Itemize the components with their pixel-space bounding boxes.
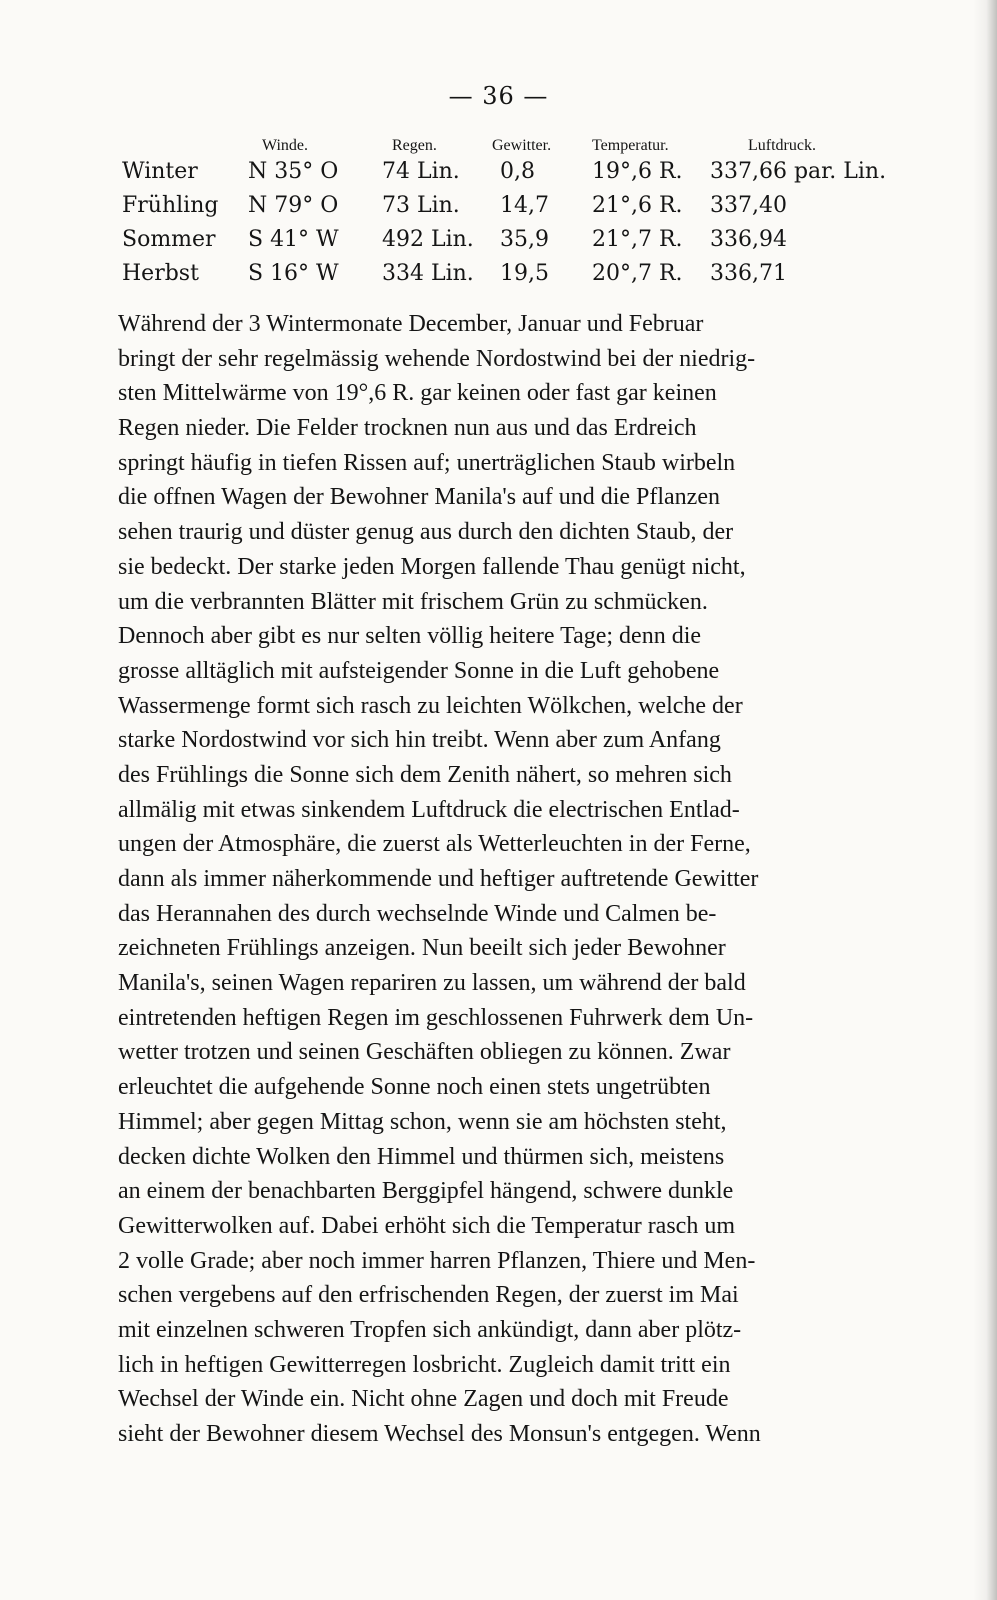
header-luftdruck: Luftdruck. bbox=[748, 137, 816, 154]
temperature-cell: 21°,7 R. bbox=[592, 227, 683, 252]
body-line: Manila's, seinen Wagen repariren zu lassen, um während der bald bbox=[118, 970, 746, 997]
page-edge-shadow bbox=[973, 0, 997, 1600]
body-line: Während der 3 Wintermonate December, Januar und Februar bbox=[118, 311, 704, 337]
rain-cell: 334 Lin. bbox=[382, 261, 474, 286]
body-line: an einem der benachbarten Berggipfel hängend, schwere dunkle bbox=[118, 1178, 734, 1205]
header-gewitter: Gewitter. bbox=[492, 137, 552, 154]
page-number: — 36 — bbox=[448, 82, 549, 110]
temperature-cell: 20°,7 R. bbox=[592, 261, 683, 286]
body-line: wetter trotzen und seinen Geschäften obliegen zu können. Zwar bbox=[118, 1039, 731, 1066]
header-regen: Regen. bbox=[392, 137, 437, 154]
body-line: Wassermenge formt sich rasch zu leichten Wölkchen, welche der bbox=[118, 692, 743, 719]
body-line: des Frühlings die Sonne sich dem Zenith nähert, so mehren sich bbox=[118, 761, 732, 788]
pressure-cell: 337,66 par. Lin. bbox=[710, 159, 887, 184]
season-cell: Winter bbox=[122, 159, 198, 184]
body-line: schen vergebens auf den erfrischenden Regen, der zuerst im Mai bbox=[118, 1282, 739, 1309]
body-line: Himmel; aber gegen Mittag schon, wenn sie am höchsten steht, bbox=[118, 1108, 727, 1135]
wind-cell: S 41° W bbox=[248, 227, 339, 252]
wind-cell: N 35° O bbox=[248, 159, 339, 184]
body-line: ungen der Atmosphäre, die zuerst als Wetterleuchten in der Ferne, bbox=[118, 831, 751, 858]
body-line: das Herannahen des durch wechselnde Winde und Calmen be- bbox=[118, 900, 717, 927]
body-line: sieht der Bewohner diesem Wechsel des Monsun's entgegen. Wenn bbox=[118, 1421, 761, 1447]
table-row-herbst bbox=[122, 261, 942, 295]
body-line: eintretenden heftigen Regen im geschlossenen Fuhrwerk dem Un- bbox=[118, 1004, 754, 1031]
thunderstorm-cell: 35,9 bbox=[500, 227, 549, 252]
body-line: sehen traurig und düster genug aus durch den dichten Staub, der bbox=[118, 519, 734, 546]
pressure-cell: 336,71 bbox=[710, 261, 787, 286]
body-line: Dennoch aber gibt es nur selten völlig heitere Tage; denn die bbox=[118, 623, 702, 650]
thunderstorm-cell: 0,8 bbox=[500, 159, 535, 184]
body-line: erleuchtet die aufgehende Sonne noch einen stets ungetrübten bbox=[118, 1074, 711, 1101]
pressure-cell: 337,40 bbox=[710, 193, 787, 218]
body-line: sten Mittelwärme von 19°,6 R. gar keinen oder fast gar keinen bbox=[118, 380, 717, 407]
season-cell: Sommer bbox=[122, 227, 216, 252]
body-line: Gewitterwolken auf. Dabei erhöht sich die Temperatur rasch um bbox=[118, 1212, 735, 1239]
temperature-cell: 19°,6 R. bbox=[592, 159, 683, 184]
body-line: starke Nordostwind vor sich hin treibt. Wenn aber zum Anfang bbox=[118, 727, 721, 754]
rain-cell: 492 Lin. bbox=[382, 227, 474, 252]
rain-cell: 74 Lin. bbox=[382, 159, 460, 184]
body-line: 2 volle Grade; aber noch immer harren Pflanzen, Thiere und Men- bbox=[118, 1247, 756, 1274]
table-row-winter bbox=[122, 159, 942, 193]
body-line: decken dichte Wolken den Himmel und thürmen sich, meistens bbox=[118, 1143, 725, 1170]
wind-cell: S 16° W bbox=[248, 261, 339, 286]
body-line: sie bedeckt. Der starke jeden Morgen fallende Thau genügt nicht, bbox=[118, 553, 746, 580]
season-cell: Herbst bbox=[122, 261, 199, 286]
body-line: Wechsel der Winde ein. Nicht ohne Zagen und doch mit Freude bbox=[118, 1386, 729, 1413]
rain-cell: 73 Lin. bbox=[382, 193, 460, 218]
header-winde: Winde. bbox=[262, 137, 309, 154]
body-line: zeichneten Frühlings anzeigen. Nun beeilt sich jeder Bewohner bbox=[118, 935, 726, 962]
thunderstorm-cell: 14,7 bbox=[500, 193, 549, 218]
wind-cell: N 79° O bbox=[248, 193, 339, 218]
climate-table bbox=[122, 137, 942, 295]
temperature-cell: 21°,6 R. bbox=[592, 193, 683, 218]
body-line: lich in heftigen Gewitterregen losbricht. Zugleich damit tritt ein bbox=[118, 1351, 731, 1378]
thunderstorm-cell: 19,5 bbox=[500, 261, 549, 286]
body-line: grosse alltäglich mit aufsteigender Sonne in die Luft gehobene bbox=[118, 657, 720, 684]
header-temperatur: Temperatur. bbox=[592, 137, 669, 154]
table-row-sommer bbox=[122, 227, 942, 261]
body-text bbox=[118, 307, 908, 1452]
body-line: Regen nieder. Die Felder trocknen nun aus und das Erdreich bbox=[118, 415, 697, 442]
body-line: bringt der sehr regelmässig wehende Nordostwind bei der niedrig- bbox=[118, 345, 756, 372]
body-line: dann als immer näherkommende und heftiger auftretende Gewitter bbox=[118, 866, 759, 892]
table-row-fruehling bbox=[122, 193, 942, 227]
body-line: die offnen Wagen der Bewohner Manila's auf und die Pflanzen bbox=[118, 484, 720, 511]
season-cell: Frühling bbox=[122, 193, 219, 218]
body-line: mit einzelnen schweren Tropfen sich ankündigt, dann aber plötz- bbox=[118, 1316, 742, 1343]
table-header bbox=[122, 137, 942, 159]
body-line: allmälig mit etwas sinkendem Luftdruck die electrischen Entlad- bbox=[118, 796, 740, 823]
body-line: um die verbrannten Blätter mit frischem Grün zu schmücken. bbox=[118, 588, 708, 615]
pressure-cell: 336,94 bbox=[710, 227, 787, 252]
body-line: springt häufig in tiefen Rissen auf; unerträglichen Staub wirbeln bbox=[118, 449, 736, 476]
